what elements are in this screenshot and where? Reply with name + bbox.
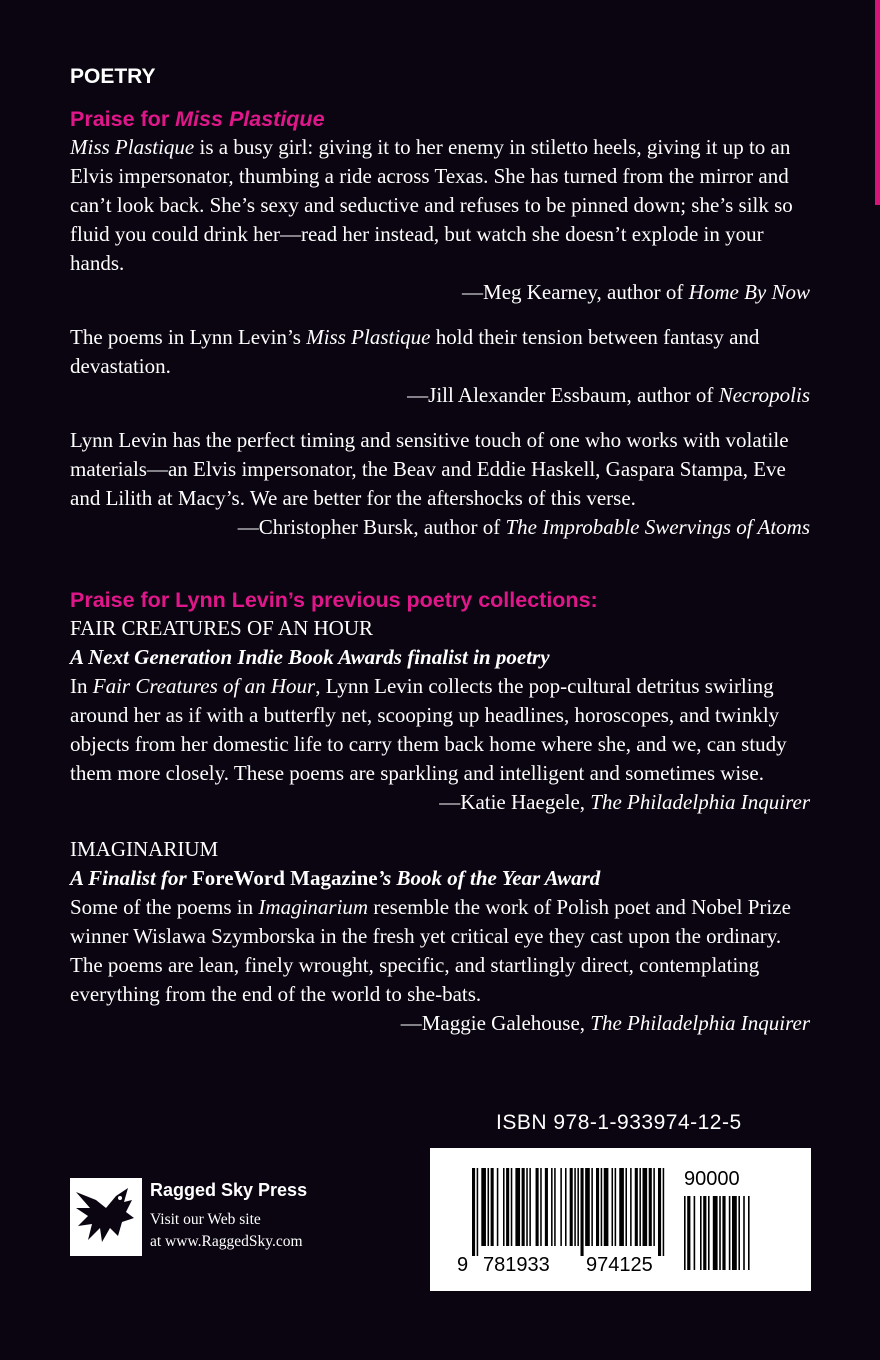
publisher-logo: [70, 1178, 142, 1256]
review-attribution: —Meg Kearney, author of Home By Now: [462, 280, 810, 304]
barcode: [430, 1148, 811, 1291]
barcode-digits-group1: 781933: [483, 1254, 550, 1276]
review-attribution: —Christopher Bursk, author of The Improbable Swervings of Atoms: [237, 515, 810, 539]
review-quote: Some of the poems in Imaginarium resemble the work of Polish poet and Nobel Prize winner Wislawa Szymborska in the fresh yet critical eye they cast upon the ordinary. The poems are lean, finely wrought, specific, and startlingly direct, contemplating everything from the end of the world to she-bats.: [70, 895, 791, 1006]
praise-heading-previous-collections: Praise for Lynn Levin’s previous poetry collections:: [70, 588, 598, 612]
book-award: A Next Generation Indie Book Awards finalist in poetry: [70, 645, 550, 669]
bird-icon: [70, 1178, 142, 1256]
review-quote: Miss Plastique is a busy girl: giving it to her enemy in stiletto heels, giving it up to an Elvis impersonator, thumbing a ride across Texas. She has turned from the mirror and can’t look back. She’s sexy and seductive and refuses to be pinned down; she’s silk so fluid you could drink her—read her instead, but watch she doesn’t explode in your hands.: [70, 135, 793, 275]
publisher-website-line1: Visit our Web site: [150, 1211, 261, 1228]
review-attribution: —Jill Alexander Essbaum, author of Necropolis: [407, 383, 810, 407]
isbn-label: ISBN 978-1-933974-12-5: [496, 1111, 742, 1134]
book-award: A Finalist for ForeWord Magazine’s Book of the Year Award: [70, 866, 601, 890]
review-quote: In Fair Creatures of an Hour, Lynn Levin collects the pop-cultural detritus swirling around her as if with a butterfly net, scooping up headlines, horoscopes, and twinkly objects from her domestic life to carry them back home where she, and we, can study them more closely. These poems are sparkling and intelligent and sometimes wise.: [70, 674, 787, 785]
back-cover-content: [70, 62, 810, 1038]
review-quote: Lynn Levin has the perfect timing and sensitive touch of one who works with volatile materials—an Elvis impersonator, the Beav and Eddie Haskell, Gaspara Stampa, Eve and Lilith at Macy’s. We are better for the aftershocks of this verse.: [70, 428, 789, 510]
publisher-website-line2: at www.RaggedSky.com: [150, 1233, 303, 1250]
review-quote: The poems in Lynn Levin’s Miss Plastique hold their tension between fantasy and devastation.: [70, 325, 760, 378]
book-title: FAIR CREATURES OF AN HOUR: [70, 616, 373, 640]
barcode-digits-group2: 974125: [586, 1254, 653, 1276]
publisher-name: Ragged Sky Press: [150, 1180, 308, 1200]
book-title: IMAGINARIUM: [70, 837, 219, 861]
praise-heading-miss-plastique: Praise for Miss Plastique: [70, 107, 325, 131]
magenta-edge-bar: [875, 0, 880, 205]
review-attribution: —Katie Haegele, The Philadelphia Inquirer: [439, 790, 810, 814]
review-attribution: —Maggie Galehouse, The Philadelphia Inquirer: [400, 1011, 810, 1035]
barcode-lead-digit: 9: [457, 1254, 469, 1276]
barcode-price-code: 90000: [684, 1168, 740, 1190]
category-label: POETRY: [70, 65, 156, 88]
